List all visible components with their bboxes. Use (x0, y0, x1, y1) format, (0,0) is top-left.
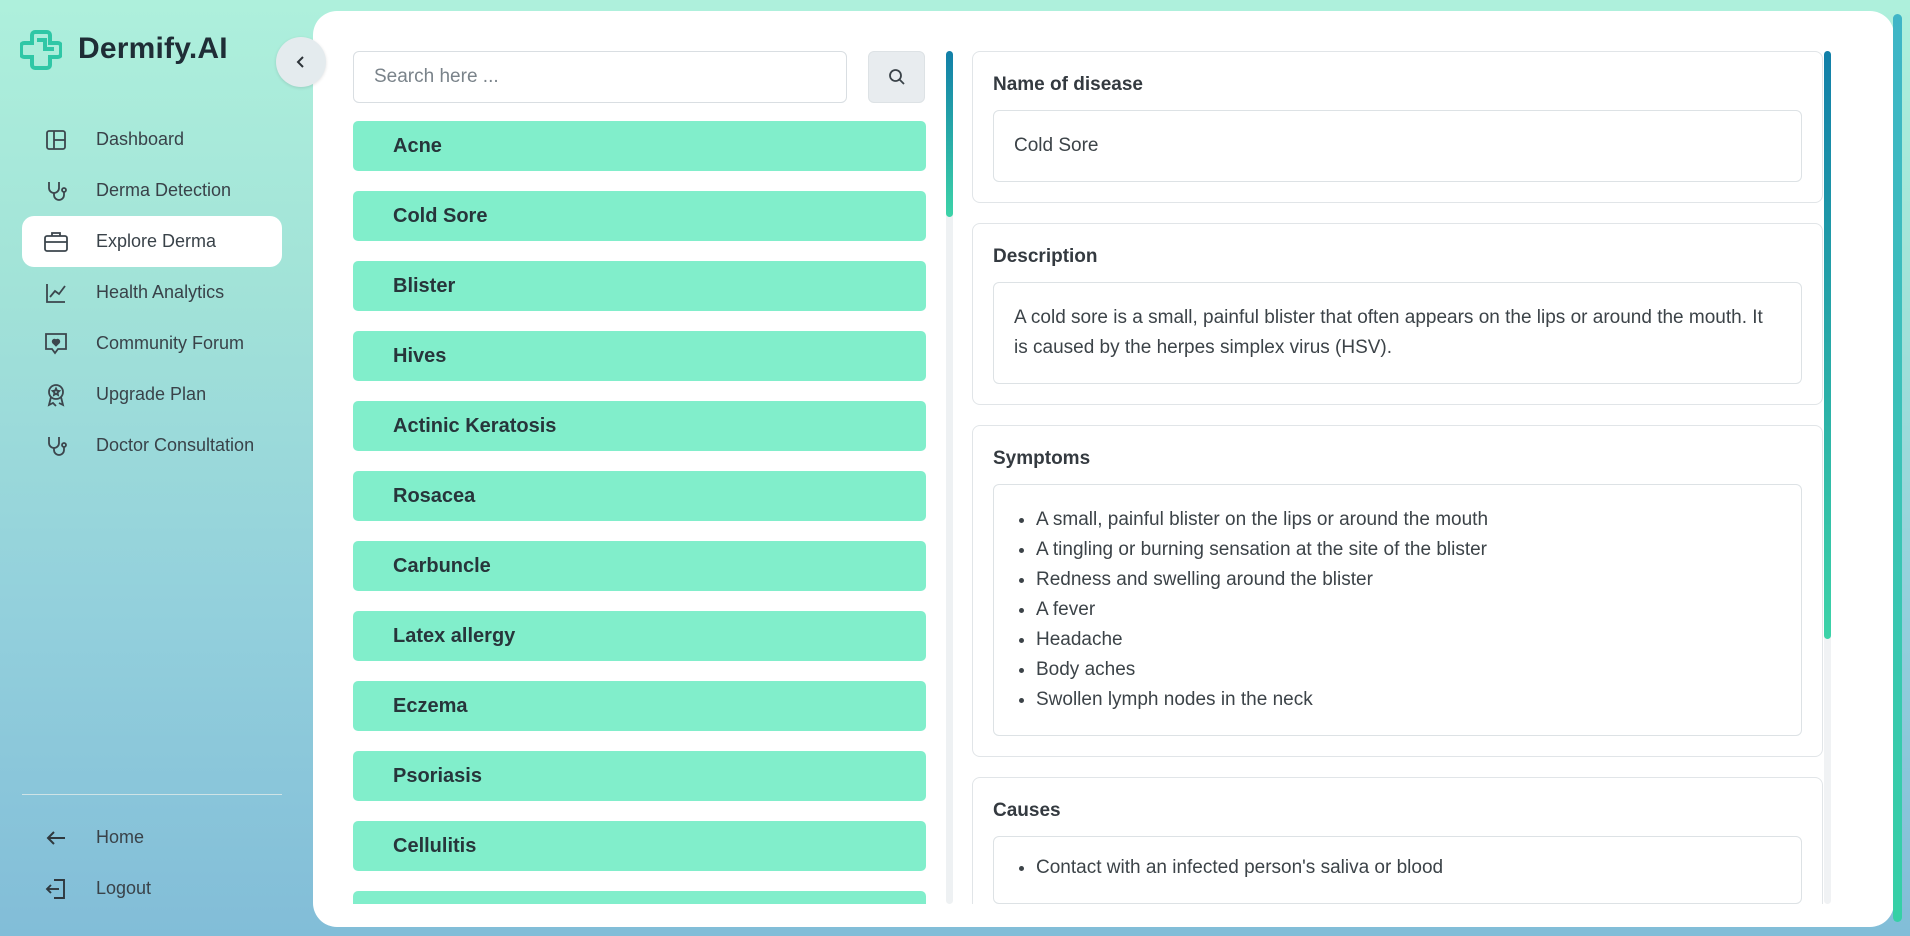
sidebar (0, 0, 305, 936)
name-card (972, 51, 1823, 203)
symptoms-box (993, 484, 1802, 736)
disease-list (353, 121, 926, 904)
disease-item[interactable]: Actinic Keratosis (353, 401, 926, 451)
sidebar-item-label: Home (96, 827, 145, 847)
sidebar-item-dashboard[interactable] (22, 114, 282, 165)
sidebar-item-label: Upgrade Plan (96, 384, 207, 404)
brand-name: Dermify.AI (78, 32, 228, 65)
badge-icon (42, 381, 70, 409)
search-button[interactable] (868, 51, 925, 103)
symptom-item: • A small, painful blister on the lips or around the mouth (1036, 505, 1781, 535)
sidebar-item-label: Health Analytics (96, 282, 225, 302)
chevron-left-icon (294, 55, 308, 69)
sidebar-item-health-analytics[interactable] (22, 267, 282, 318)
disease-item[interactable]: Cellulitis (353, 821, 926, 871)
page-scrollbar[interactable] (1893, 14, 1902, 922)
sidebar-item-logout[interactable] (22, 863, 282, 914)
disease-item[interactable]: Blister (353, 261, 926, 311)
details-scrollbar[interactable] (1824, 51, 1831, 904)
layout-icon (42, 126, 70, 154)
description-title: Description (993, 246, 1098, 267)
sidebar-divider (22, 794, 282, 795)
symptom-item: • Headache (1036, 625, 1781, 655)
disease-item[interactable]: Hives (353, 331, 926, 381)
symptom-item: • A fever (1036, 595, 1781, 625)
disease-list-scrollbar[interactable] (946, 51, 953, 904)
logout-icon (42, 875, 70, 903)
symptoms-card (972, 425, 1823, 757)
disease-item[interactable]: Carbuncle (353, 541, 926, 591)
description-card (972, 223, 1823, 405)
sidebar-item-doctor-consultation[interactable] (22, 420, 282, 471)
disease-list-scroll-thumb[interactable] (946, 51, 953, 217)
symptoms-title: Symptoms (993, 448, 1091, 469)
sidebar-item-upgrade-plan[interactable] (22, 369, 282, 420)
disease-item[interactable]: Latex allergy (353, 611, 926, 661)
details-scroll-thumb[interactable] (1824, 51, 1831, 639)
symptom-item: • Redness and swelling around the blister (1036, 565, 1781, 595)
sidebar-collapse-button[interactable] (276, 37, 326, 87)
symptom-item: • A tingling or burning sensation at the site of the blister (1036, 535, 1781, 565)
briefcase-icon (42, 228, 70, 256)
message-heart-icon (42, 330, 70, 358)
medical-cross-logo-icon (20, 28, 62, 70)
disease-item[interactable] (353, 891, 926, 904)
symptom-item: • Swollen lymph nodes in the neck (1036, 685, 1781, 715)
disease-item[interactable]: Acne (353, 121, 926, 171)
disease-item[interactable]: Cold Sore (353, 191, 926, 241)
stethoscope-icon (42, 177, 70, 205)
disease-item[interactable]: Rosacea (353, 471, 926, 521)
chart-line-icon (42, 279, 70, 307)
name-value: Cold Sore (993, 110, 1802, 182)
symptoms-list (1014, 485, 1781, 735)
sidebar-item-explore-derma[interactable] (22, 216, 282, 267)
sidebar-nav (22, 114, 282, 471)
sidebar-item-home[interactable] (22, 812, 282, 863)
causes-title: Causes (993, 800, 1061, 821)
causes-box (993, 836, 1802, 904)
stethoscope-icon (42, 432, 70, 460)
sidebar-item-label: Logout (96, 878, 152, 898)
search-icon (888, 68, 906, 86)
sidebar-item-label: Community Forum (96, 333, 245, 353)
sidebar-item-derma-detection[interactable] (22, 165, 282, 216)
sidebar-item-label: Derma Detection (96, 180, 232, 200)
sidebar-item-label: Dashboard (96, 129, 185, 149)
symptom-item: • Body aches (1036, 655, 1781, 685)
sidebar-bottom-nav (22, 812, 282, 914)
causes-list (1014, 837, 1781, 903)
description-value: A cold sore is a small, painful blister that often appears on the lips or around the mouth. It is caused by the herpes simplex virus (HSV). (993, 282, 1802, 384)
sidebar-item-label: Explore Derma (96, 231, 217, 251)
causes-card (972, 777, 1823, 904)
arrow-left-icon (42, 824, 70, 852)
sidebar-item-community-forum[interactable] (22, 318, 282, 369)
cause-item: • Contact with an infected person's saliva or blood (1036, 853, 1781, 883)
disease-item[interactable]: Psoriasis (353, 751, 926, 801)
disease-details (972, 51, 1823, 904)
name-title: Name of disease (993, 74, 1143, 95)
disease-item[interactable]: Eczema (353, 681, 926, 731)
main-panel (313, 11, 1894, 927)
sidebar-item-label: Doctor Consultation (96, 435, 255, 455)
search-input[interactable] (353, 51, 847, 103)
brand[interactable] (20, 28, 228, 70)
